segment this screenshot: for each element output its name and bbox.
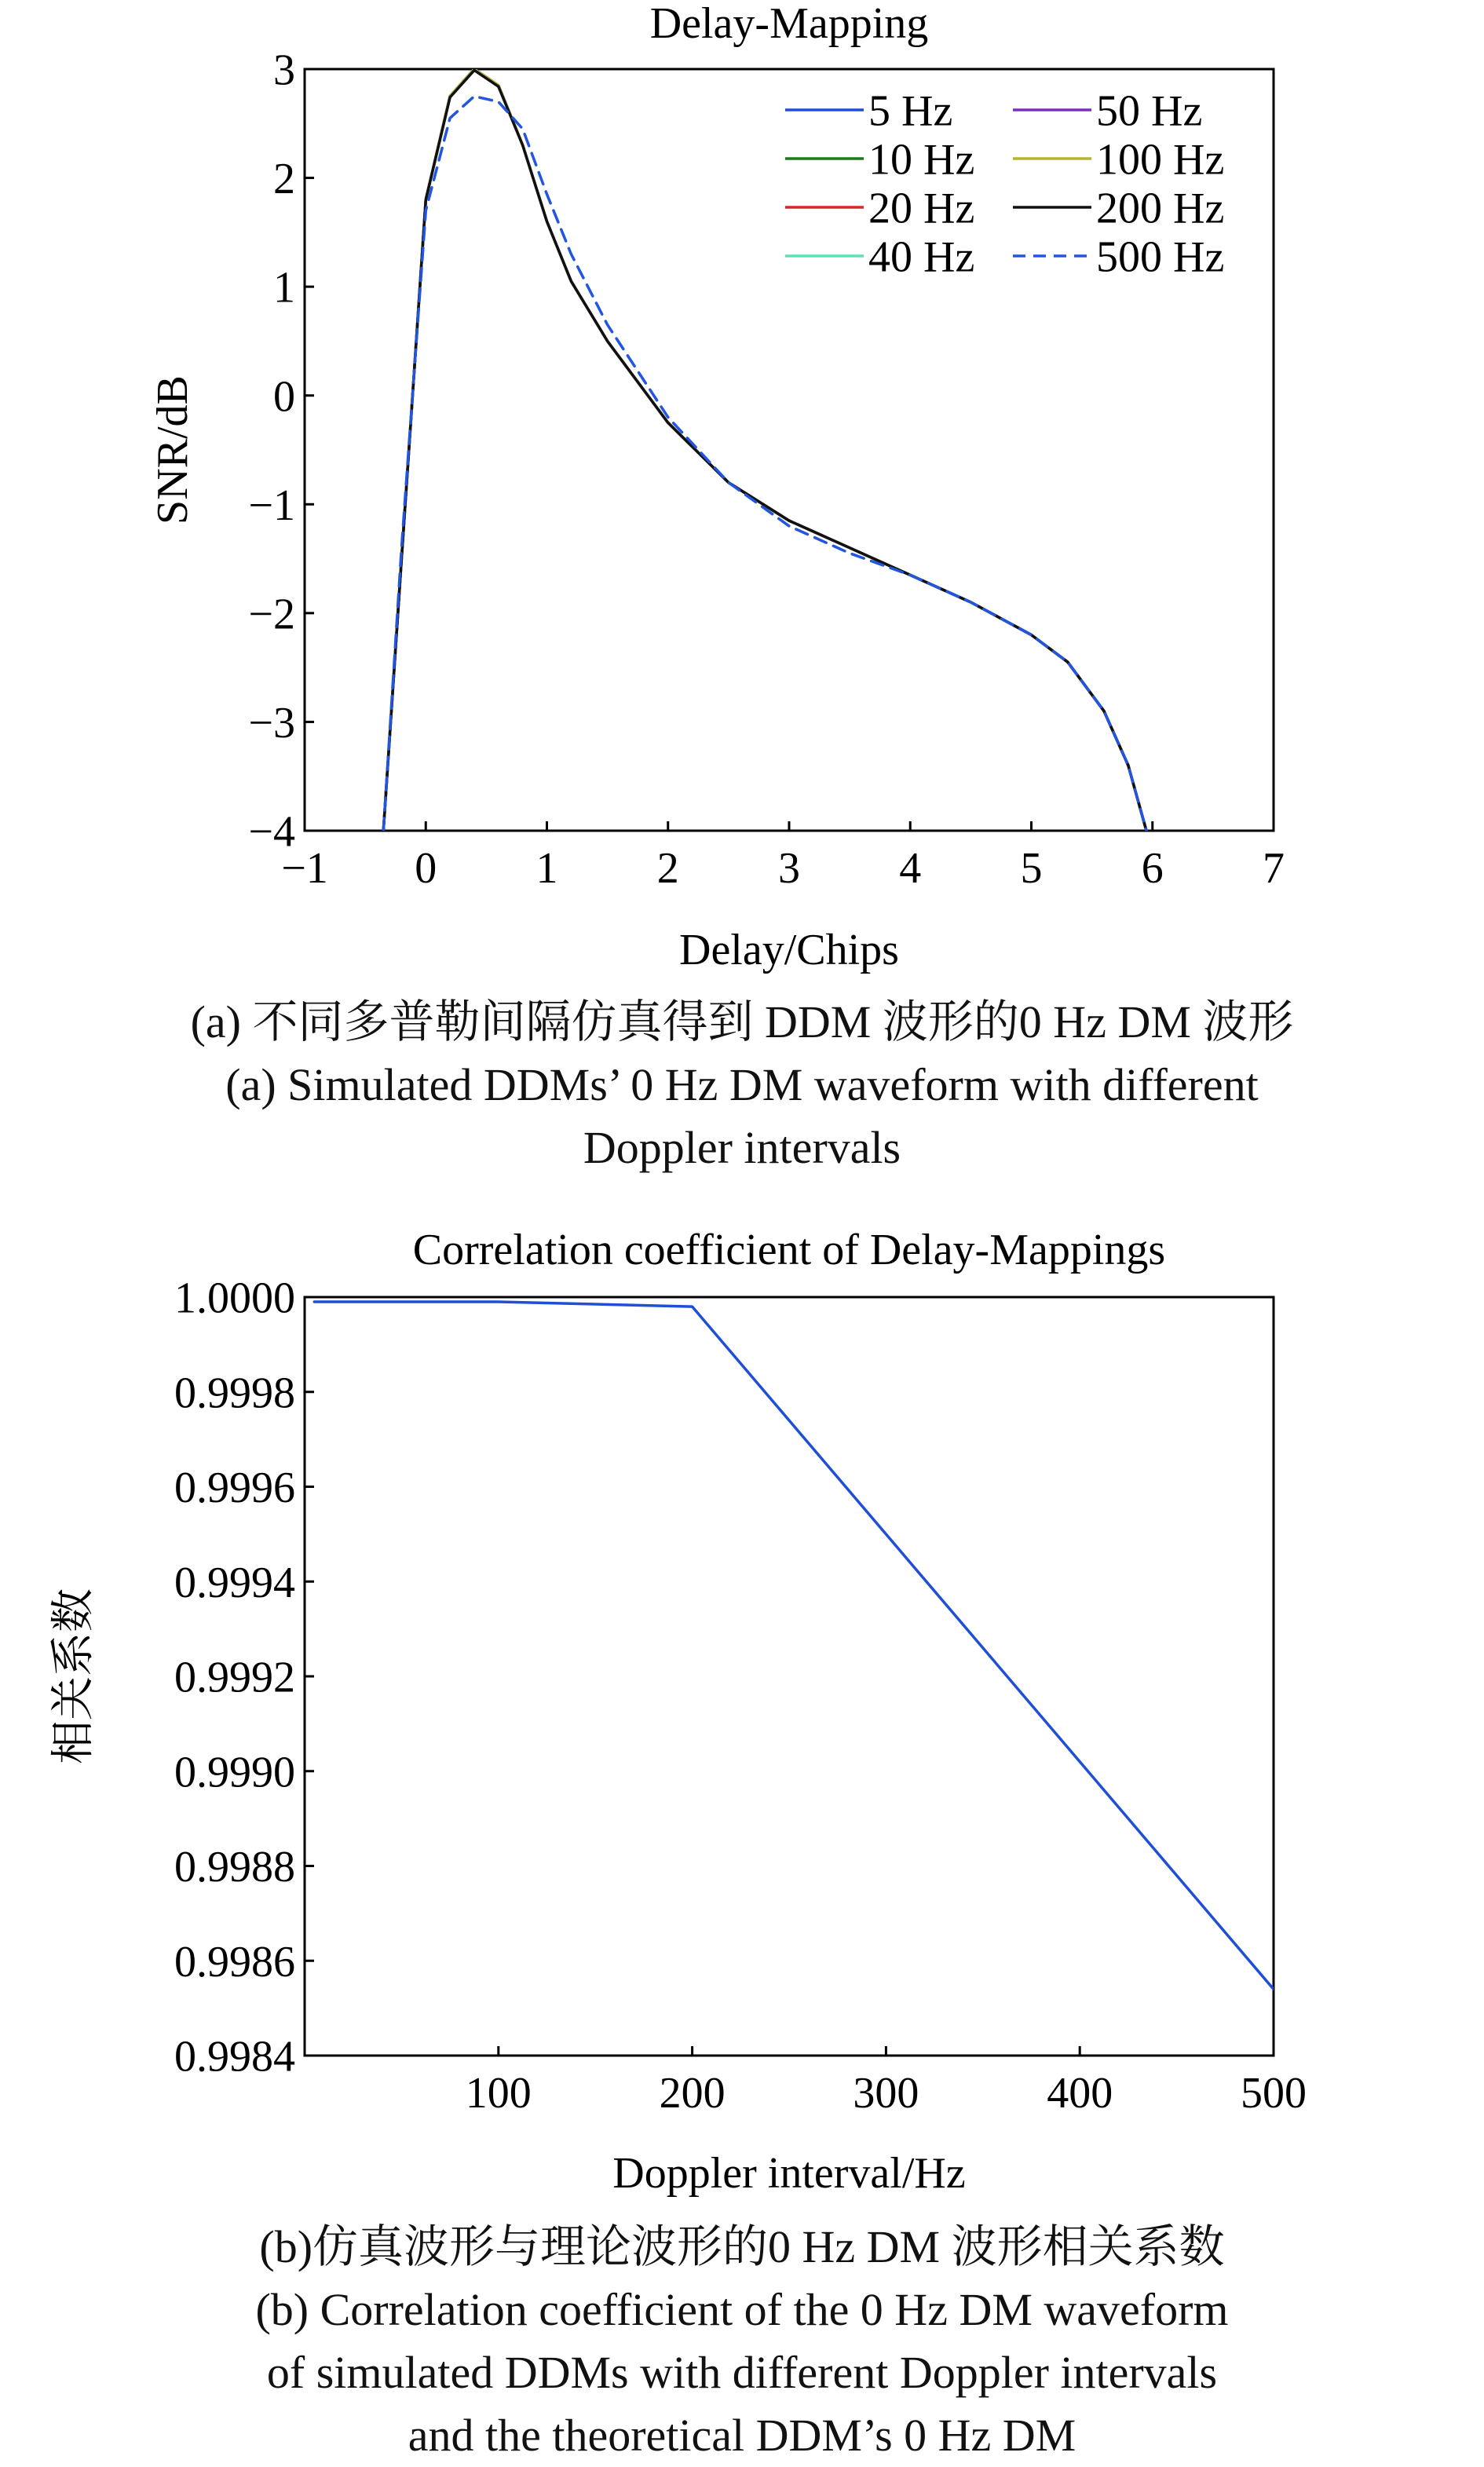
x-tick-label: 100 [465, 2069, 532, 2118]
x-tick-label: 1 [535, 844, 558, 893]
legend [785, 87, 1224, 282]
x-tick-label: 500 [1241, 2069, 1307, 2118]
caption-b-en-line1: (b) Correlation coefficient of the 0 Hz DM waveform [255, 2284, 1229, 2335]
caption-b-en-line2: of simulated DDMs with different Doppler intervals [266, 2347, 1218, 2398]
series-line-0 [314, 1302, 1274, 1990]
y-tick-label: 0 [273, 372, 295, 422]
chart-correlation-coefficient [49, 1226, 1307, 2198]
series-group [383, 69, 1146, 831]
caption-a [0, 991, 1484, 1179]
y-tick-label: 3 [273, 46, 295, 95]
chart-title: Correlation coefficient of Delay-Mappings [412, 1226, 1166, 1274]
x-tick-label: 5 [1020, 844, 1043, 893]
y-tick-label: 0.9990 [174, 1748, 295, 1797]
y-tick-label: −3 [248, 699, 295, 748]
series-line-200-hz [383, 70, 1146, 831]
x-tick-label: 200 [659, 2069, 726, 2118]
x-tick-label: 400 [1047, 2069, 1113, 2118]
caption-a-zh: (a) 不同多普勒间隔仿真得到 DDM 波形的0 Hz DM 波形 [190, 996, 1294, 1047]
legend-entry: 500 Hz [1096, 232, 1225, 282]
legend-entry: 200 Hz [1096, 184, 1225, 233]
series-line-20-hz [383, 69, 1146, 831]
x-tick-label: 2 [656, 844, 679, 893]
x-tick-label: 6 [1141, 844, 1164, 893]
legend-entry: 10 Hz [868, 135, 975, 185]
caption-b [0, 2216, 1484, 2467]
series-line-40-hz [383, 69, 1146, 831]
y-tick-label: 2 [273, 155, 295, 204]
series-line-100-hz [383, 69, 1146, 831]
y-tick-label: 1 [273, 263, 295, 312]
x-tick-label: −1 [281, 844, 328, 893]
legend-entry: 40 Hz [868, 232, 975, 282]
y-axis-label: 相关系数 [49, 1588, 98, 1764]
plot-frame [305, 1297, 1274, 2056]
chart-delay-mapping [148, 0, 1285, 974]
x-axis-label: Delay/Chips [679, 926, 899, 974]
x-tick-label: 300 [853, 2069, 919, 2118]
caption-b-zh: (b)仿真波形与理论波形的0 Hz DM 波形相关系数 [259, 2221, 1225, 2272]
caption-b-en-line3: and the theoretical DDM’s 0 Hz DM [408, 2410, 1076, 2461]
caption-a-en-line1: (a) Simulated DDMs’ 0 Hz DM waveform with different [225, 1059, 1259, 1110]
legend-entry: 50 Hz [1096, 86, 1203, 136]
caption-a-en-line2: Doppler intervals [583, 1122, 901, 1173]
y-tick-label: 0.9998 [174, 1369, 295, 1418]
legend-entry: 20 Hz [868, 184, 975, 233]
x-tick-label: 0 [415, 844, 437, 893]
y-axis-label: SNR/dB [148, 375, 197, 524]
y-tick-label: 0.9994 [174, 1558, 295, 1607]
chart-title: Delay-Mapping [649, 0, 929, 48]
x-tick-label: 3 [778, 844, 800, 893]
y-tick-label: 0.9986 [174, 1937, 295, 1986]
y-tick-label: −4 [248, 807, 295, 857]
x-tick-label: 7 [1263, 844, 1285, 893]
y-tick-label: 1.0000 [174, 1274, 295, 1323]
x-tick-label: 4 [899, 844, 922, 893]
series-group [314, 1302, 1274, 1990]
y-tick-label: −1 [248, 481, 295, 530]
y-tick-label: 0.9988 [174, 1843, 295, 1892]
legend-entry: 5 Hz [868, 86, 953, 136]
series-line-50-hz [383, 69, 1146, 831]
y-tick-label: 0.9984 [174, 2032, 295, 2081]
legend-entry: 100 Hz [1096, 135, 1225, 185]
series-line-5-hz [383, 69, 1146, 831]
series-line-10-hz [383, 69, 1146, 831]
y-tick-label: 0.9996 [174, 1464, 295, 1513]
y-tick-label: 0.9992 [174, 1653, 295, 1702]
y-tick-label: −2 [248, 590, 295, 639]
x-axis-label: Doppler interval/Hz [612, 2149, 966, 2198]
